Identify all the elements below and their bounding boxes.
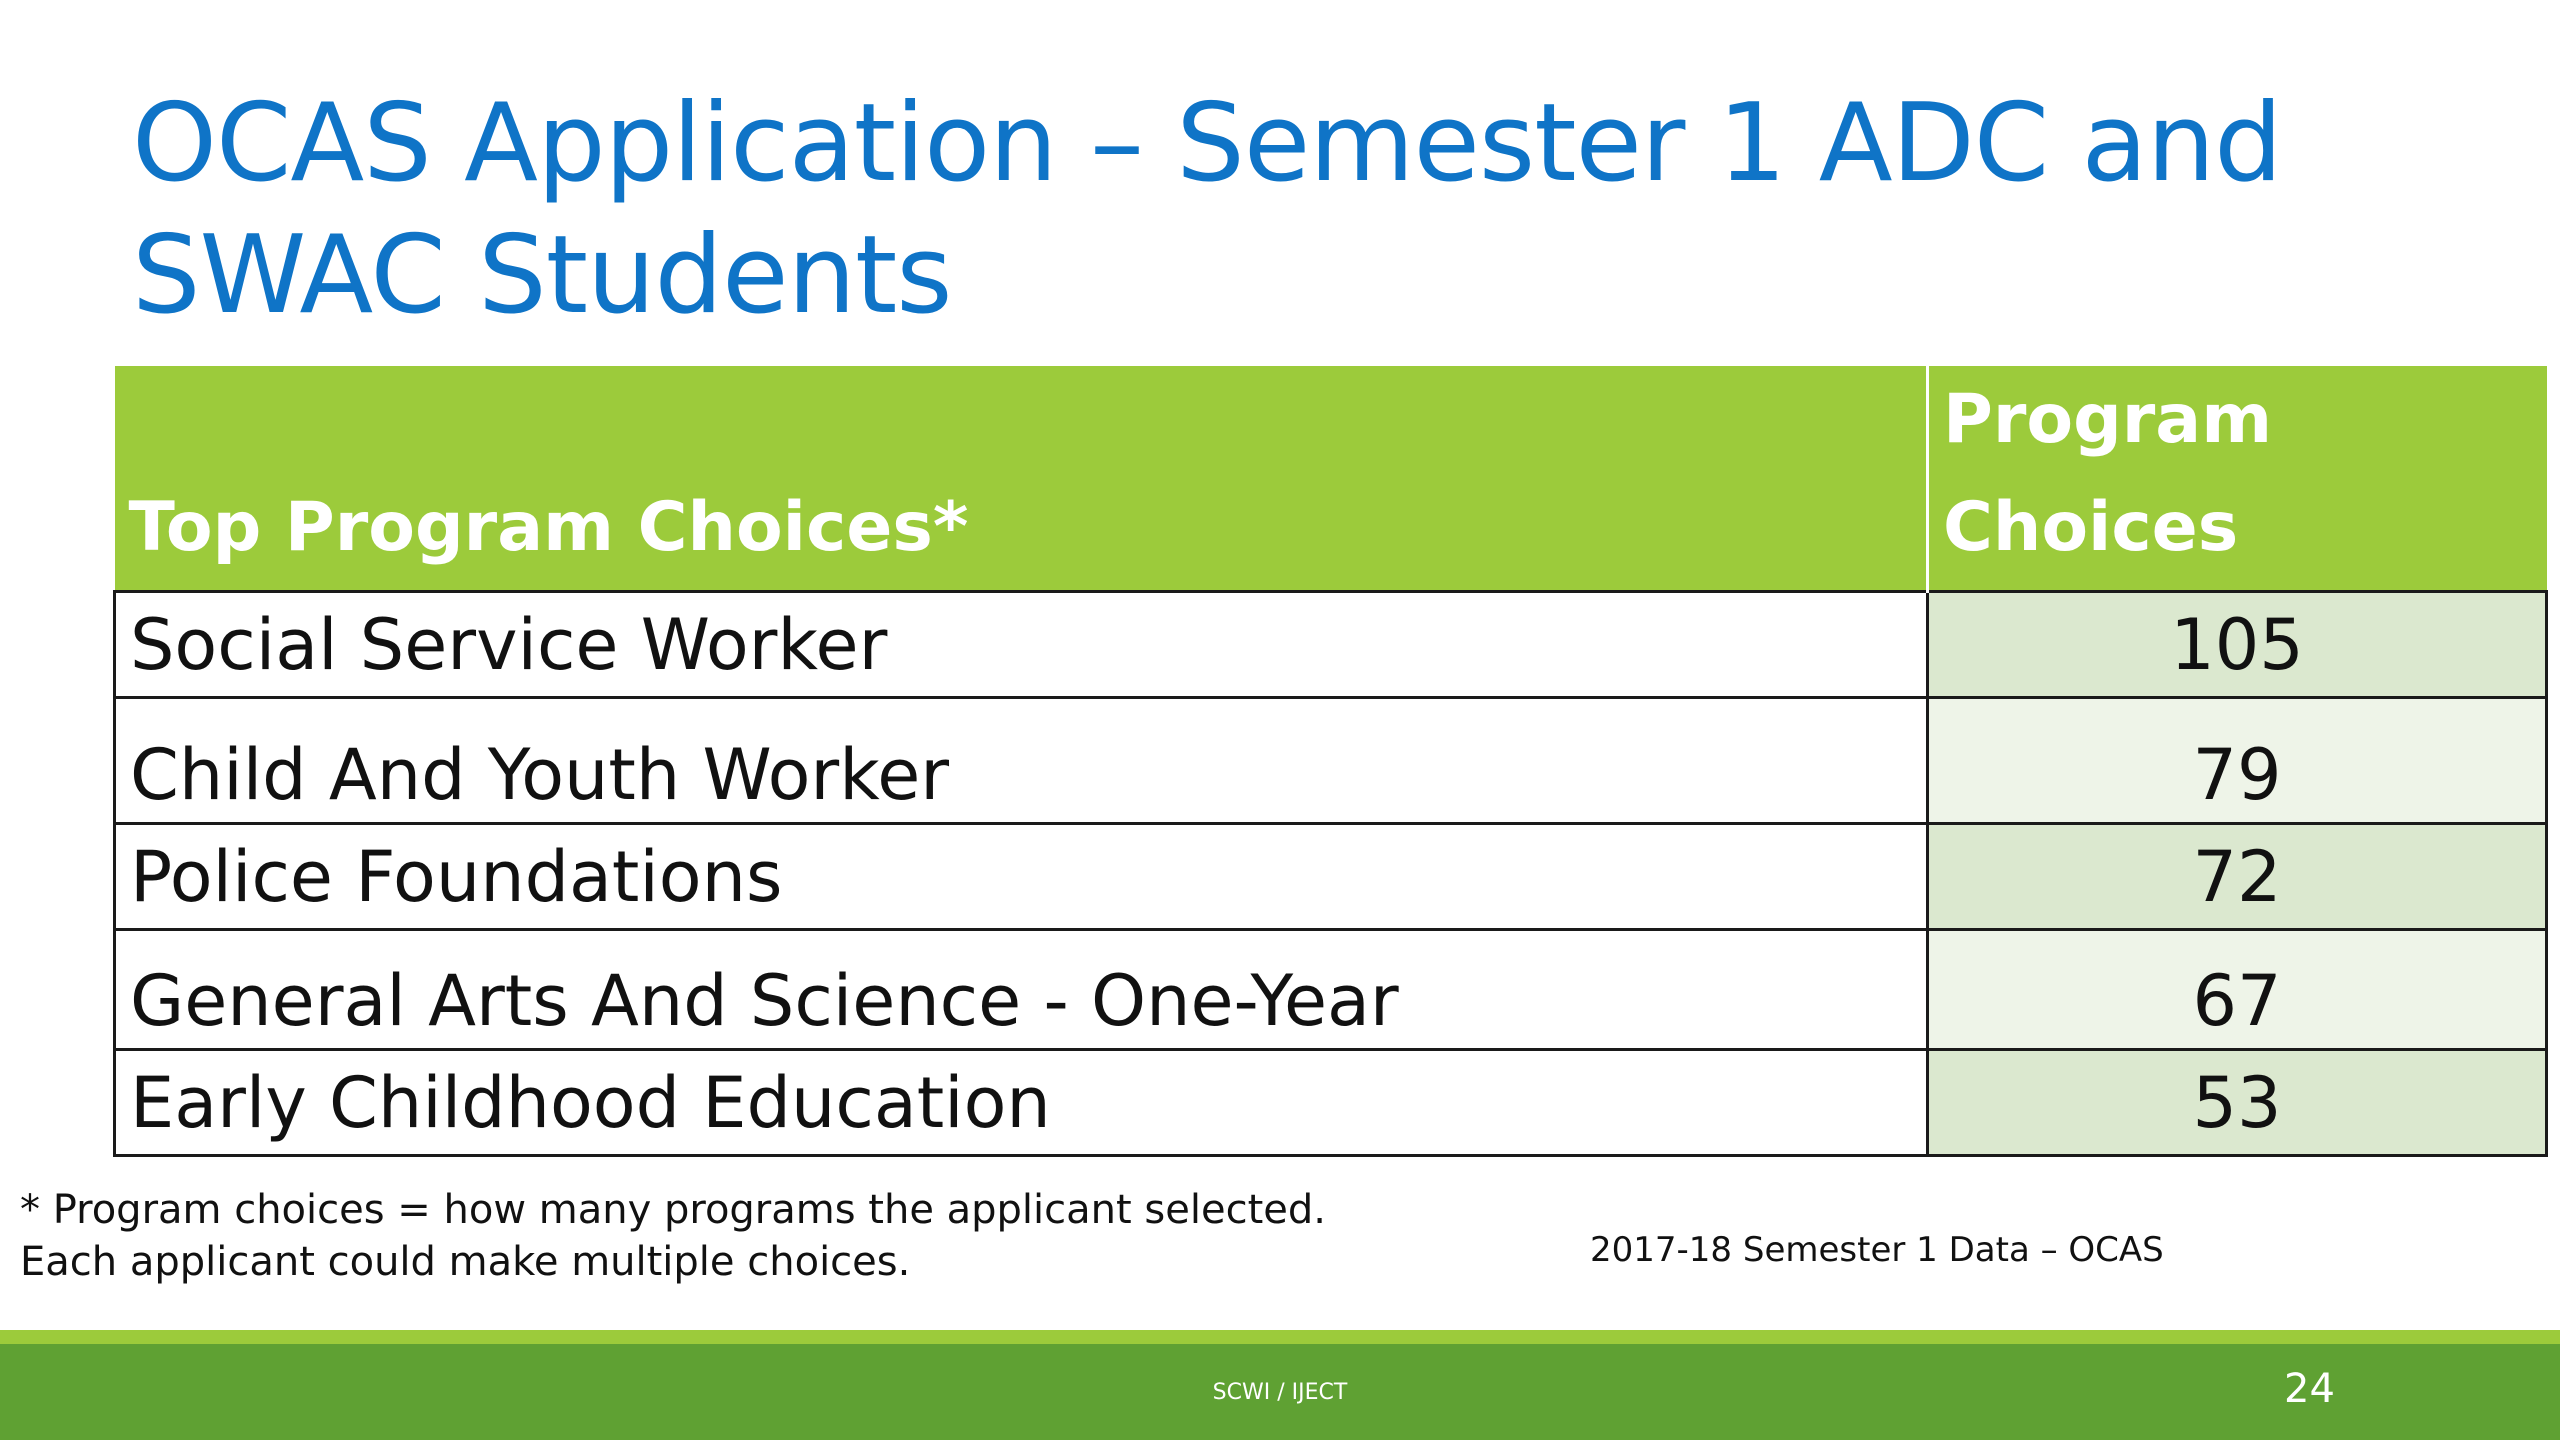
program-name-cell: General Arts And Science - One-Year bbox=[115, 930, 1928, 1050]
table-row bbox=[115, 824, 2547, 930]
footer-accent-strip bbox=[0, 1330, 2560, 1344]
header-program-choices: Program Choices bbox=[1928, 366, 2547, 592]
program-choices-cell: 105 bbox=[1928, 592, 2547, 698]
footnote bbox=[20, 1184, 1326, 1288]
program-name-cell: Child And Youth Worker bbox=[115, 698, 1928, 824]
slide-footer bbox=[0, 1344, 2560, 1440]
program-name-cell: Police Foundations bbox=[115, 824, 1928, 930]
program-choices-cell: 67 bbox=[1928, 930, 2547, 1050]
table-row bbox=[115, 698, 2547, 824]
table-row bbox=[115, 930, 2547, 1050]
page-number: 24 bbox=[2284, 1366, 2335, 1412]
table-row bbox=[115, 592, 2547, 698]
footnote-line-2: Each applicant could make multiple choices. bbox=[20, 1239, 911, 1285]
header-top-program-choices: Top Program Choices* bbox=[115, 366, 1928, 592]
table-header-row bbox=[115, 366, 2547, 592]
footnote-line-1: * Program choices = how many programs the applicant selected. bbox=[20, 1187, 1326, 1233]
program-choices-cell: 79 bbox=[1928, 698, 2547, 824]
table-row bbox=[115, 1050, 2547, 1156]
footer-label: SCWI / IJECT bbox=[1212, 1380, 1348, 1405]
program-name-cell: Social Service Worker bbox=[115, 592, 1928, 698]
program-choices-cell: 72 bbox=[1928, 824, 2547, 930]
program-choices-table bbox=[113, 366, 2548, 1157]
slide-title: OCAS Application – Semester 1 ADC and SWAC Students bbox=[132, 81, 2282, 338]
program-name-cell: Early Childhood Education bbox=[115, 1050, 1928, 1156]
data-source-note: 2017-18 Semester 1 Data – OCAS bbox=[1590, 1230, 2164, 1270]
program-choices-cell: 53 bbox=[1928, 1050, 2547, 1156]
